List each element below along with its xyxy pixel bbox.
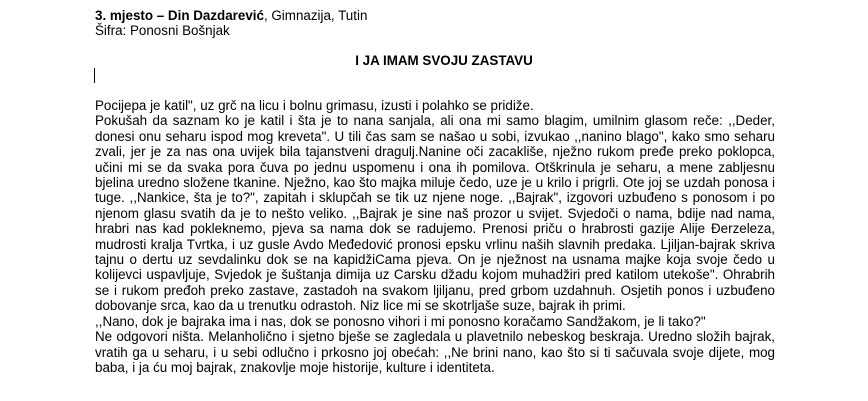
document-body[interactable] [95,98,775,375]
code-line: Šifra: Ponosni Bošnjak [95,23,230,38]
school-name: , Gimnazija, Tutin [263,8,368,23]
document-title: I JA IMAM SVOJU ZASTAVU [355,53,533,68]
paragraph-3: ,,Nano, dok je bajraka ima i nas, dok se ponosno vihori i mi ponosno koračamo Sandžakom, je li tako?" [95,313,706,329]
paragraph-4: Ne odgovori ništa. Melanholično i sjetno bješe se zagledala u plavetnilo nebeskog beskraja. Uredno složih bajrak, vratih ga u seharu, i u sebi odlučno i prkosno joj obećah: ,,Ne brini nano, kao što si ti sačuvala svoje dijete, mog baba, i ja ću moj bajrak, znakovlje moje historije, kulture i identiteta. [95,329,775,375]
document-header [95,8,367,38]
author-line [95,8,367,23]
text-cursor [94,68,95,83]
paragraph-2: Pokušah da saznam ko je katil i šta je to nana sanjala, ali ona mi samo blagim, umilnim glasom reče: ,,Deder, donesi onu seharu ispod mog kreveta". U tili čas sam se našao u sobi, izvukao ,,nanino blago", kako smo seharu zvali, jer je za nas ona uvijek bila tajanstveni dragulj.Nanine oči zacakliše, nježno rukom pređe preko poklopca, učini mi se da svaka pora čuva po jednu uspomenu i ona ih pomilova. Otškrinula je seharu, a mene zabljesnu bjelina uredno složene tkanine. Nježno, kao što majka miluje čedo, uze je u krilo i prigrli. Ote joj se uzdah ponosa i tuge. ,,Nankice, šta je to?", zapitah i sklupčah se tik uz njene noge. ,,Bajrak", izgovori uzbuđeno s ponosom i po njenom glasu svatih da je to nešto veliko. ,,Bajrak je sine naš prozor u svijet. Svjedoči o nama, bdije nad nama, hrabri nas kad pokleknemo, pjeva sa nama dok se radujemo. Prenosi priču o hrabrosti gazije Alije Đerzeleza, mudrosti kralja Tvrtka, i uz gusle Avdo Međedović pronosi epsku vrlinu naših slavnih predaka. Ljiljan-bajrak skriva tajnu o dertu uz sevdalinku dok se na kapidžiCama pjeva. On je nježnost na usnama majke koja svoje čedo u kolijevci uspavljuje, Svjedok je šuštanja dimija uz Carsku džadu kojom muhadžiri pred katilom utekoše". Ohrabrih se i rukom pređoh preko zastave, zastadoh na svakom ljiljanu, pred grbom uzdahnuh. Osjetih ponos i uzbuđeno dobovanje srca, kao da u trenutku odrastoh. Niz lice mi se skotrljaše suze, bajrak ih primi. [95,113,775,314]
paragraph-1: Pocijepa je katil", uz grč na licu i bolnu grimasu, izusti i polahko se pridiže. [95,98,534,113]
placement-and-author: 3. mjesto – Din Dazdarević [95,8,264,23]
